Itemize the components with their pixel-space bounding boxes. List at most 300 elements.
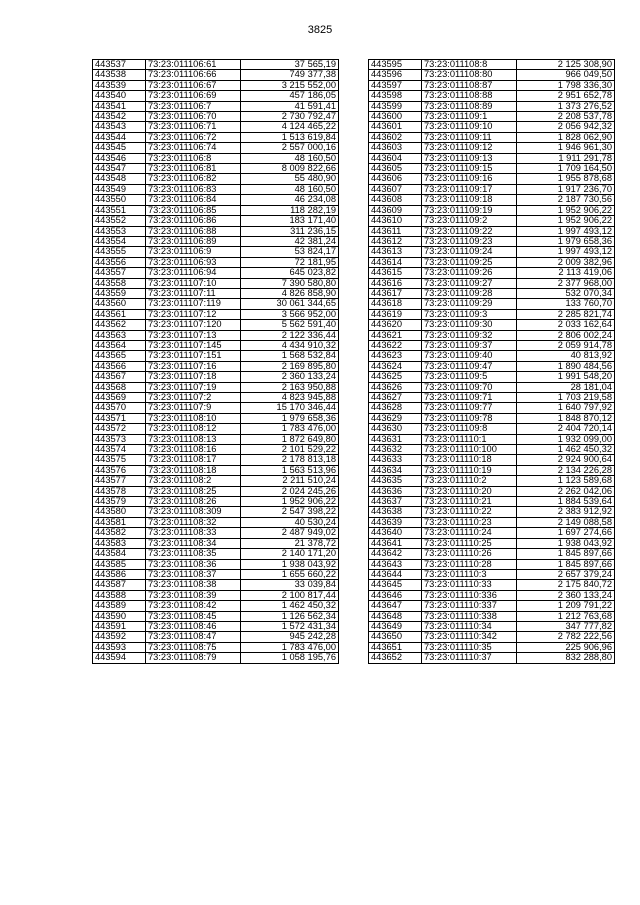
cell-cadastral-number: 73:23:011109:32 [422, 330, 517, 340]
cell-value: 2 487 949,02 [241, 528, 339, 538]
table-row [93, 320, 339, 330]
cell-record-number: 443606 [369, 174, 422, 184]
table-row [369, 549, 615, 559]
cell-value: 4 124 465,22 [241, 122, 339, 132]
table-row [93, 611, 339, 621]
cell-value: 2 175 840,72 [517, 580, 615, 590]
cell-value: 2 404 720,14 [517, 424, 615, 434]
cell-cadastral-number: 73:23:011107:119 [146, 299, 241, 309]
cell-value: 1 890 484,56 [517, 361, 615, 371]
cell-record-number: 443579 [93, 497, 146, 507]
cell-cadastral-number: 73:23:011108:35 [146, 549, 241, 559]
cell-value: 2 547 398,22 [241, 507, 339, 517]
cell-record-number: 443586 [93, 569, 146, 579]
cell-value: 1 938 043,92 [517, 538, 615, 548]
cell-value: 2 730 792,47 [241, 112, 339, 122]
table-row [369, 195, 615, 205]
cell-value: 15 170 346,44 [241, 403, 339, 413]
cell-value: 2 657 379,24 [517, 569, 615, 579]
cell-value: 1 955 878,68 [517, 174, 615, 184]
page-number: 3825 [307, 24, 333, 36]
table-row [369, 653, 615, 663]
cell-cadastral-number: 73:23:011110:23 [422, 517, 517, 527]
cell-cadastral-number: 73:23:011109:8 [422, 424, 517, 434]
cell-cadastral-number: 73:23:011107:9 [146, 403, 241, 413]
cell-record-number: 443630 [369, 424, 422, 434]
table-row [369, 382, 615, 392]
cell-value: 1 979 658,36 [241, 413, 339, 423]
cell-value: 2 208 537,78 [517, 112, 615, 122]
table-row [93, 580, 339, 590]
cell-cadastral-number: 73:23:011108:32 [146, 517, 241, 527]
cell-value: 3 215 552,00 [241, 80, 339, 90]
cell-value: 1 513 619,84 [241, 132, 339, 142]
cell-cadastral-number: 73:23:011106:72 [146, 132, 241, 142]
cell-value: 55 480,90 [241, 174, 339, 184]
table-row [93, 122, 339, 132]
cell-record-number: 443635 [369, 476, 422, 486]
cell-cadastral-number: 73:23:011109:10 [422, 122, 517, 132]
cell-value: 2 951 652,78 [517, 91, 615, 101]
table-row [93, 569, 339, 579]
cell-record-number: 443618 [369, 299, 422, 309]
table-row [93, 476, 339, 486]
cell-cadastral-number: 73:23:011110:37 [422, 653, 517, 663]
cell-record-number: 443643 [369, 559, 422, 569]
cell-value: 2 056 942,32 [517, 122, 615, 132]
table-row [369, 559, 615, 569]
cell-record-number: 443571 [93, 413, 146, 423]
cell-record-number: 443554 [93, 236, 146, 246]
table-row [369, 351, 615, 361]
cadastral-table-right [368, 59, 615, 664]
table-row [369, 122, 615, 132]
table-row [93, 486, 339, 496]
cell-cadastral-number: 73:23:011109:12 [422, 143, 517, 153]
cell-record-number: 443617 [369, 288, 422, 298]
cell-cadastral-number: 73:23:011110:25 [422, 538, 517, 548]
cell-record-number: 443557 [93, 268, 146, 278]
table-row [369, 70, 615, 80]
cell-cadastral-number: 73:23:011110:100 [422, 445, 517, 455]
cell-cadastral-number: 73:23:011108:25 [146, 486, 241, 496]
cell-record-number: 443547 [93, 164, 146, 174]
cell-value: 1 952 906,22 [517, 205, 615, 215]
cell-record-number: 443537 [93, 60, 146, 70]
cell-value: 1 845 897,66 [517, 549, 615, 559]
cell-record-number: 443644 [369, 569, 422, 579]
table-row [369, 247, 615, 257]
cell-value: 1 563 513,96 [241, 465, 339, 475]
cell-record-number: 443563 [93, 330, 146, 340]
cell-record-number: 443626 [369, 382, 422, 392]
table-row [369, 112, 615, 122]
table-row [369, 184, 615, 194]
cell-value: 2 782 222,56 [517, 632, 615, 642]
cell-cadastral-number: 73:23:011109:40 [422, 351, 517, 361]
cell-cadastral-number: 73:23:011108:18 [146, 465, 241, 475]
cell-record-number: 443628 [369, 403, 422, 413]
cell-cadastral-number: 73:23:011110:3 [422, 569, 517, 579]
cell-record-number: 443642 [369, 549, 422, 559]
table-row [369, 153, 615, 163]
table-row [93, 101, 339, 111]
table-row [369, 132, 615, 142]
table-row [93, 642, 339, 652]
cell-value: 3 566 952,00 [241, 309, 339, 319]
cell-record-number: 443553 [93, 226, 146, 236]
cell-record-number: 443585 [93, 559, 146, 569]
cell-value: 1 997 493,12 [517, 226, 615, 236]
table-row [93, 164, 339, 174]
table-row [93, 112, 339, 122]
cell-cadastral-number: 73:23:011109:37 [422, 340, 517, 350]
cell-value: 1 952 906,22 [241, 497, 339, 507]
cell-record-number: 443552 [93, 216, 146, 226]
cell-cadastral-number: 73:23:011108:17 [146, 455, 241, 465]
cell-value: 1 462 450,32 [517, 445, 615, 455]
table-row [93, 226, 339, 236]
cell-value: 2 024 245,26 [241, 486, 339, 496]
cell-cadastral-number: 73:23:011108:47 [146, 632, 241, 642]
cell-value: 1 911 291,78 [517, 153, 615, 163]
cell-cadastral-number: 73:23:011108:42 [146, 601, 241, 611]
cell-cadastral-number: 73:23:011109:17 [422, 184, 517, 194]
cell-record-number: 443546 [93, 153, 146, 163]
table-row [369, 528, 615, 538]
cell-cadastral-number: 73:23:011109:22 [422, 226, 517, 236]
cell-record-number: 443636 [369, 486, 422, 496]
cell-record-number: 443602 [369, 132, 422, 142]
cell-cadastral-number: 73:23:011106:70 [146, 112, 241, 122]
cell-cadastral-number: 73:23:011110:34 [422, 621, 517, 631]
cell-record-number: 443549 [93, 184, 146, 194]
cell-cadastral-number: 73:23:011107:11 [146, 288, 241, 298]
cell-record-number: 443551 [93, 205, 146, 215]
cell-record-number: 443584 [93, 549, 146, 559]
cell-cadastral-number: 73:23:011110:2 [422, 476, 517, 486]
cell-record-number: 443641 [369, 538, 422, 548]
cell-cadastral-number: 73:23:011110:336 [422, 590, 517, 600]
cell-cadastral-number: 73:23:011109:1 [422, 112, 517, 122]
cell-cadastral-number: 73:23:011108:80 [422, 70, 517, 80]
cadastral-table-left [92, 59, 339, 664]
table-row [369, 642, 615, 652]
cell-record-number: 443621 [369, 330, 422, 340]
cell-record-number: 443620 [369, 320, 422, 330]
table-row [93, 507, 339, 517]
table-row [369, 486, 615, 496]
table-row [93, 153, 339, 163]
cell-record-number: 443566 [93, 361, 146, 371]
table-row [93, 351, 339, 361]
cell-cadastral-number: 73:23:011109:47 [422, 361, 517, 371]
table-row [369, 257, 615, 267]
table-row [93, 424, 339, 434]
cell-value: 40 530,24 [241, 517, 339, 527]
table-row [369, 621, 615, 631]
cell-cadastral-number: 73:23:011108:8 [422, 60, 517, 70]
table-row [369, 299, 615, 309]
table-row [369, 91, 615, 101]
cell-cadastral-number: 73:23:011109:24 [422, 247, 517, 257]
cell-record-number: 443631 [369, 434, 422, 444]
cell-value: 1 703 219,58 [517, 393, 615, 403]
cell-record-number: 443648 [369, 611, 422, 621]
cell-record-number: 443616 [369, 278, 422, 288]
cell-value: 4 826 858,90 [241, 288, 339, 298]
cell-value: 1 828 062,90 [517, 132, 615, 142]
table-row [369, 268, 615, 278]
cell-record-number: 443568 [93, 382, 146, 392]
cell-cadastral-number: 73:23:011109:19 [422, 205, 517, 215]
cell-record-number: 443593 [93, 642, 146, 652]
cell-record-number: 443595 [369, 60, 422, 70]
table-row [369, 445, 615, 455]
cell-record-number: 443650 [369, 632, 422, 642]
cell-record-number: 443622 [369, 340, 422, 350]
cell-value: 2 262 042,06 [517, 486, 615, 496]
cell-record-number: 443540 [93, 91, 146, 101]
table-row [369, 424, 615, 434]
cell-cadastral-number: 73:23:011106:82 [146, 174, 241, 184]
table-row [93, 236, 339, 246]
cell-value: 1 798 336,30 [517, 80, 615, 90]
cell-value: 1 932 099,00 [517, 434, 615, 444]
cell-record-number: 443572 [93, 424, 146, 434]
table-row [93, 393, 339, 403]
cell-record-number: 443567 [93, 372, 146, 382]
cell-cadastral-number: 73:23:011107:18 [146, 372, 241, 382]
cell-cadastral-number: 73:23:011108:87 [422, 80, 517, 90]
cell-record-number: 443538 [93, 70, 146, 80]
table-row [93, 91, 339, 101]
cell-cadastral-number: 73:23:011106:69 [146, 91, 241, 101]
table-row [369, 413, 615, 423]
table-row [369, 590, 615, 600]
cell-record-number: 443611 [369, 226, 422, 236]
cell-record-number: 443581 [93, 517, 146, 527]
table-row [93, 174, 339, 184]
cell-value: 2 149 088,58 [517, 517, 615, 527]
cell-value: 2 134 226,28 [517, 465, 615, 475]
cell-record-number: 443603 [369, 143, 422, 153]
table-row [93, 70, 339, 80]
table-row [93, 528, 339, 538]
table-row [93, 195, 339, 205]
cell-cadastral-number: 73:23:011110:1 [422, 434, 517, 444]
cell-value: 2 383 912,92 [517, 507, 615, 517]
table-row [93, 621, 339, 631]
cell-cadastral-number: 73:23:011108:88 [422, 91, 517, 101]
cell-record-number: 443580 [93, 507, 146, 517]
cell-record-number: 443588 [93, 590, 146, 600]
table-row [369, 538, 615, 548]
cell-record-number: 443632 [369, 445, 422, 455]
cell-value: 2 101 529,22 [241, 445, 339, 455]
cell-record-number: 443591 [93, 621, 146, 631]
cell-cadastral-number: 73:23:011107:2 [146, 393, 241, 403]
table-row [369, 236, 615, 246]
cell-record-number: 443612 [369, 236, 422, 246]
cell-record-number: 443615 [369, 268, 422, 278]
cell-cadastral-number: 73:23:011110:24 [422, 528, 517, 538]
cell-record-number: 443610 [369, 216, 422, 226]
cell-value: 532 070,34 [517, 288, 615, 298]
cell-cadastral-number: 73:23:011109:71 [422, 393, 517, 403]
cell-value: 2 100 817,44 [241, 590, 339, 600]
cell-value: 48 160,50 [241, 184, 339, 194]
cell-record-number: 443556 [93, 257, 146, 267]
table-row [93, 80, 339, 90]
table-row [369, 309, 615, 319]
cell-record-number: 443651 [369, 642, 422, 652]
cell-value: 2 285 821,74 [517, 309, 615, 319]
cell-value: 37 565,19 [241, 60, 339, 70]
cell-cadastral-number: 73:23:011109:77 [422, 403, 517, 413]
cell-cadastral-number: 73:23:011106:66 [146, 70, 241, 80]
table-row [93, 143, 339, 153]
table-row [93, 653, 339, 663]
cell-value: 2 140 171,20 [241, 549, 339, 559]
cell-record-number: 443640 [369, 528, 422, 538]
cell-cadastral-number: 73:23:011110:33 [422, 580, 517, 590]
cell-cadastral-number: 73:23:011108:34 [146, 538, 241, 548]
table-row [93, 549, 339, 559]
cell-cadastral-number: 73:23:011108:46 [146, 621, 241, 631]
cell-cadastral-number: 73:23:011109:15 [422, 164, 517, 174]
cell-value: 945 242,28 [241, 632, 339, 642]
cell-value: 2 924 900,64 [517, 455, 615, 465]
table-row [369, 497, 615, 507]
cell-cadastral-number: 73:23:011110:337 [422, 601, 517, 611]
cell-record-number: 443561 [93, 309, 146, 319]
cell-cadastral-number: 73:23:011106:81 [146, 164, 241, 174]
cell-record-number: 443605 [369, 164, 422, 174]
cell-record-number: 443545 [93, 143, 146, 153]
cell-value: 1 640 797,92 [517, 403, 615, 413]
table-row [93, 413, 339, 423]
table-row [369, 434, 615, 444]
table-row [93, 184, 339, 194]
table-row [369, 340, 615, 350]
cell-value: 53 824,17 [241, 247, 339, 257]
cell-value: 2 360 133,24 [241, 372, 339, 382]
cell-cadastral-number: 73:23:011106:86 [146, 216, 241, 226]
table-row [93, 278, 339, 288]
cell-record-number: 443542 [93, 112, 146, 122]
cell-record-number: 443634 [369, 465, 422, 475]
cell-cadastral-number: 73:23:011109:23 [422, 236, 517, 246]
cell-record-number: 443638 [369, 507, 422, 517]
cell-value: 1 991 548,20 [517, 372, 615, 382]
cell-cadastral-number: 73:23:011108:2 [146, 476, 241, 486]
table-row [93, 497, 339, 507]
cell-value: 749 377,38 [241, 70, 339, 80]
cell-value: 1 848 870,12 [517, 413, 615, 423]
cell-cadastral-number: 73:23:011108:45 [146, 611, 241, 621]
cell-value: 2 169 895,80 [241, 361, 339, 371]
cell-cadastral-number: 73:23:011106:88 [146, 226, 241, 236]
cell-value: 40 813,92 [517, 351, 615, 361]
cell-cadastral-number: 73:23:011108:26 [146, 497, 241, 507]
cell-value: 347 777,82 [517, 621, 615, 631]
cell-value: 1 783 476,00 [241, 424, 339, 434]
cell-value: 1 938 043,92 [241, 559, 339, 569]
cell-record-number: 443564 [93, 340, 146, 350]
cell-value: 1 997 493,12 [517, 247, 615, 257]
table-row [93, 132, 339, 142]
cell-record-number: 443624 [369, 361, 422, 371]
cell-record-number: 443575 [93, 455, 146, 465]
cell-value: 30 061 344,65 [241, 299, 339, 309]
cell-value: 311 236,15 [241, 226, 339, 236]
cell-record-number: 443583 [93, 538, 146, 548]
cell-cadastral-number: 73:23:011108:16 [146, 445, 241, 455]
cell-record-number: 443550 [93, 195, 146, 205]
cell-record-number: 443614 [369, 257, 422, 267]
cell-cadastral-number: 73:23:011107:19 [146, 382, 241, 392]
cell-value: 33 039,84 [241, 580, 339, 590]
cell-cadastral-number: 73:23:011106:94 [146, 268, 241, 278]
cell-cadastral-number: 73:23:011110:22 [422, 507, 517, 517]
cell-value: 1 845 897,66 [517, 559, 615, 569]
cell-value: 1 373 276,52 [517, 101, 615, 111]
table-row [93, 382, 339, 392]
table-row [93, 465, 339, 475]
table-row [369, 632, 615, 642]
cell-cadastral-number: 73:23:011107:120 [146, 320, 241, 330]
table-row [93, 590, 339, 600]
cell-cadastral-number: 73:23:011109:5 [422, 372, 517, 382]
table-row [369, 205, 615, 215]
cell-value: 457 186,05 [241, 91, 339, 101]
cell-value: 225 906,96 [517, 642, 615, 652]
table-row [93, 299, 339, 309]
cell-cadastral-number: 73:23:011106:9 [146, 247, 241, 257]
cell-record-number: 443613 [369, 247, 422, 257]
table-row [369, 60, 615, 70]
cell-record-number: 443582 [93, 528, 146, 538]
cell-record-number: 443590 [93, 611, 146, 621]
table-row [93, 361, 339, 371]
cell-cadastral-number: 73:23:011107:151 [146, 351, 241, 361]
cell-cadastral-number: 73:23:011106:93 [146, 257, 241, 267]
table-row [93, 372, 339, 382]
cell-cadastral-number: 73:23:011108:39 [146, 590, 241, 600]
cell-value: 2 033 162,64 [517, 320, 615, 330]
cell-value: 7 390 580,80 [241, 278, 339, 288]
table-row [369, 80, 615, 90]
cell-value: 2 557 000,16 [241, 143, 339, 153]
table-row [369, 476, 615, 486]
cell-record-number: 443574 [93, 445, 146, 455]
cell-value: 42 381,24 [241, 236, 339, 246]
table-row [369, 611, 615, 621]
cell-value: 1 884 539,64 [517, 497, 615, 507]
cell-value: 5 562 591,40 [241, 320, 339, 330]
cell-cadastral-number: 73:23:011109:16 [422, 174, 517, 184]
cell-cadastral-number: 73:23:011109:78 [422, 413, 517, 423]
table-row [93, 257, 339, 267]
cell-record-number: 443587 [93, 580, 146, 590]
table-row [93, 60, 339, 70]
cell-value: 2 122 336,44 [241, 330, 339, 340]
cell-value: 41 591,41 [241, 101, 339, 111]
cell-value: 1 946 961,30 [517, 143, 615, 153]
cell-record-number: 443599 [369, 101, 422, 111]
cell-cadastral-number: 73:23:011109:26 [422, 268, 517, 278]
